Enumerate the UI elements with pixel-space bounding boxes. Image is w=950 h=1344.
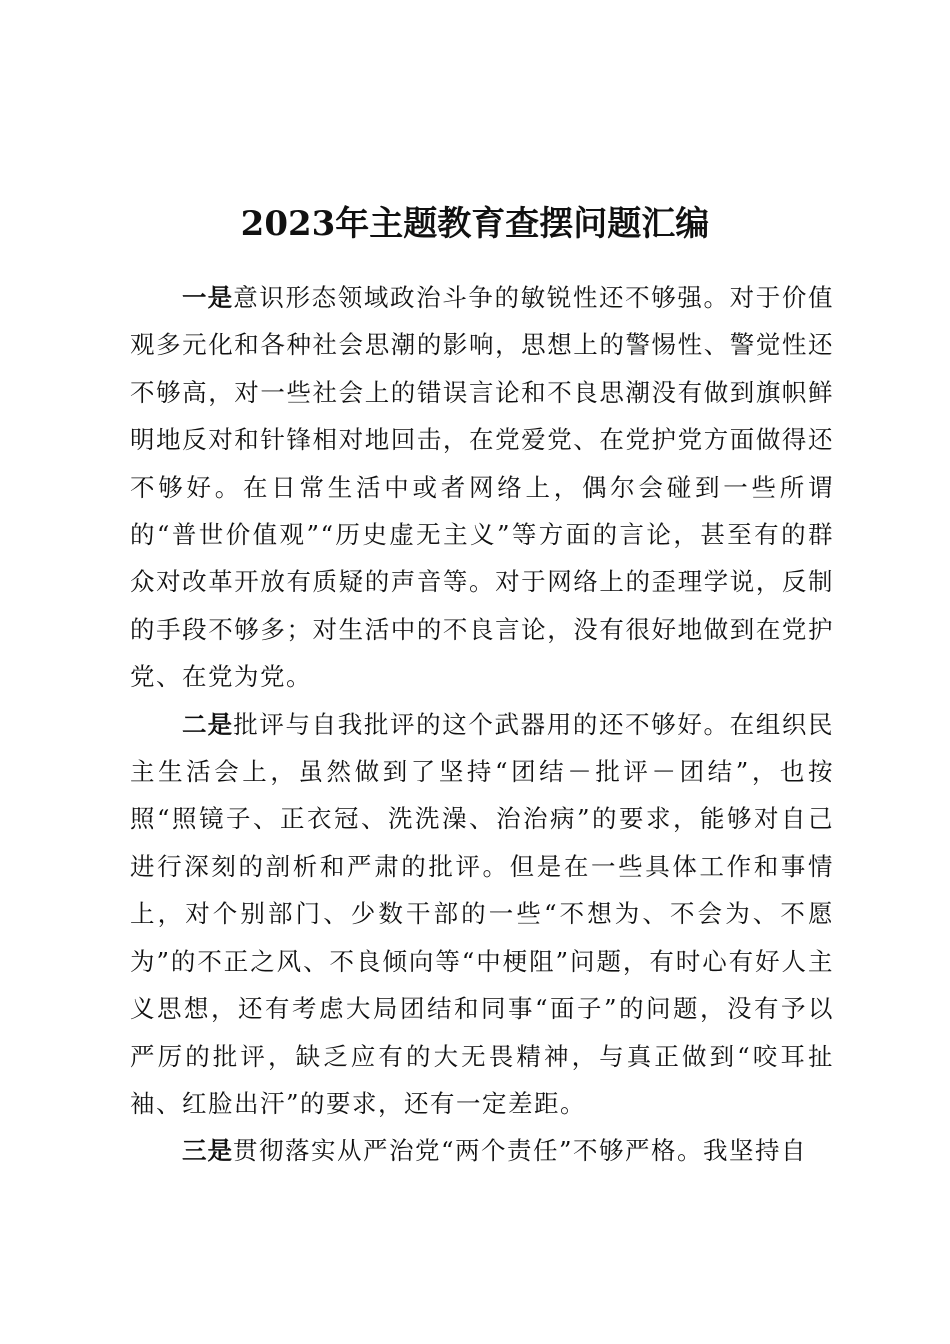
document-title: 2023年主题教育查摆问题汇编 xyxy=(240,204,710,244)
paragraph-2-text: 批评与自我批评的这个武器用的还不够好。在组织民主生活会上，虽然做到了坚持“团结－批评－团结”，也按照“照镜子、正衣冠、洗洗澡、治治病”的要求，能够对自己进行深刻的剖析和严肃的批评。但是在一些具体工作和事情上，对个别部门、少数干部的一些“不想为、不会为、不愿为”的不正之风、不良倾向等“中梗阻”问题，有时心有好人主义思想，还有考虑大局团结和同事“面子”的问题，没有予以严厉的批评，缺乏应有的大无畏精神，与真正做到“咬耳扯袖、红脸出汗”的要求，还有一定差距。 xyxy=(130,709,834,1118)
paragraph-3-text: 贯彻落实从严治党“两个责任”不够严格。我坚持自 xyxy=(233,1136,808,1166)
paragraph-2-lead: 二是 xyxy=(182,709,234,739)
paragraph-1-text: 意识形态领域政治斗争的敏锐性还不够强。对于价值观多元化和各种社会思潮的影响，思想上的警惕性、警觉性还不够高，对一些社会上的错误言论和不良思潮没有做到旗帜鲜明地反对和针锋相对地回击，在党爱党、在党护党方面做得还不够好。在日常生活中或者网络上，偶尔会碰到一些所谓的“普世价值观”“历史虚无主义”等方面的言论，甚至有的群众对改革开放有质疑的声音等。对于网络上的歪理学说，反制的手段不够多；对生活中的不良言论，没有很好地做到在党护党、在党为党。 xyxy=(130,283,834,692)
paragraph-1-lead: 一是 xyxy=(182,283,234,312)
document-body xyxy=(130,274,834,1175)
paragraph-1 xyxy=(130,274,834,701)
paragraph-3-lead: 三是 xyxy=(182,1136,233,1166)
paragraph-2 xyxy=(130,701,834,1128)
paragraph-3 xyxy=(130,1127,834,1174)
